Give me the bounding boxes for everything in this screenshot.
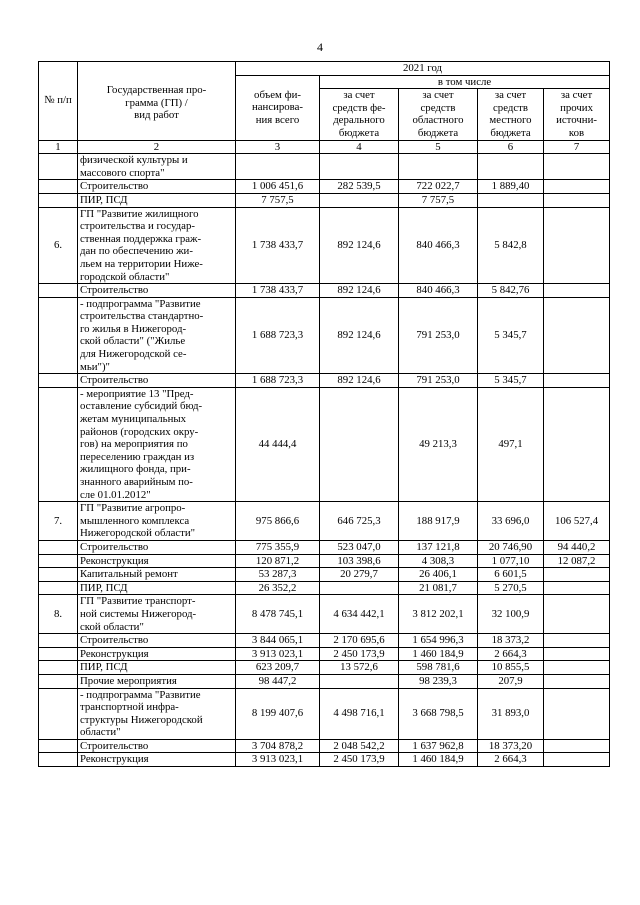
table-row: [39, 297, 610, 374]
column-index: 5: [399, 140, 478, 154]
column-index: 6: [478, 140, 544, 154]
cell-other: [544, 568, 610, 582]
row-number: [39, 753, 78, 767]
table-row: [39, 540, 610, 554]
cell-total: 44 444,4: [236, 387, 320, 501]
cell-total: 98 447,2: [236, 674, 320, 688]
cell-regional: 840 466,3: [399, 284, 478, 298]
cell-federal: [320, 674, 399, 688]
cell-local: 18 373,20: [478, 739, 544, 753]
cell-regional: 1 460 184,9: [399, 753, 478, 767]
table-row: [39, 193, 610, 207]
row-number: [39, 297, 78, 374]
cell-local: [478, 154, 544, 180]
table-row: [39, 739, 610, 753]
row-number: [39, 154, 78, 180]
cell-federal: 103 398,6: [320, 554, 399, 568]
row-number: [39, 674, 78, 688]
cell-regional: 1 637 962,8: [399, 739, 478, 753]
row-name: - подпрограмма "Развитие строительства стандартно- го жилья в Нижегород- ской области" ("Жилье для Нижегородской се- мьи")": [78, 297, 236, 374]
column-index: 7: [544, 140, 610, 154]
cell-federal: 282 539,5: [320, 180, 399, 194]
header-federal: за счет средств фе- дерального бюджета: [320, 89, 399, 140]
cell-other: [544, 634, 610, 648]
cell-federal: 4 634 442,1: [320, 595, 399, 634]
header-regional: за счет средств областного бюджета: [399, 89, 478, 140]
row-name: Строительство: [78, 284, 236, 298]
cell-regional: 188 917,9: [399, 502, 478, 541]
header-other: за счет прочих источни- ков: [544, 89, 610, 140]
row-number: [39, 661, 78, 675]
cell-total: 975 866,6: [236, 502, 320, 541]
cell-local: 1 077,10: [478, 554, 544, 568]
row-number: [39, 180, 78, 194]
row-name: Строительство: [78, 374, 236, 388]
table-row: [39, 207, 610, 284]
row-number: [39, 739, 78, 753]
table-row: [39, 595, 610, 634]
cell-federal: 4 498 716,1: [320, 688, 399, 739]
cell-total: 1 738 433,7: [236, 284, 320, 298]
cell-total: 1 738 433,7: [236, 207, 320, 284]
cell-federal: 20 279,7: [320, 568, 399, 582]
cell-total: 1 688 723,3: [236, 374, 320, 388]
cell-total: 53 287,3: [236, 568, 320, 582]
table-row: [39, 661, 610, 675]
table-row: [39, 374, 610, 388]
row-number: 8.: [39, 595, 78, 634]
table-row: [39, 154, 610, 180]
cell-federal: 2 450 173,9: [320, 753, 399, 767]
row-name: ПИР, ПСД: [78, 661, 236, 675]
row-name: Строительство: [78, 634, 236, 648]
cell-regional: 1 460 184,9: [399, 647, 478, 661]
cell-federal: 892 124,6: [320, 207, 399, 284]
cell-total: 1 006 451,6: [236, 180, 320, 194]
cell-other: [544, 387, 610, 501]
cell-local: 5 345,7: [478, 374, 544, 388]
cell-regional: 7 757,5: [399, 193, 478, 207]
row-number: [39, 634, 78, 648]
budget-table: [38, 61, 610, 767]
table-row: [39, 568, 610, 582]
cell-local: 5 842,76: [478, 284, 544, 298]
cell-local: 10 855,5: [478, 661, 544, 675]
cell-total: 26 352,2: [236, 581, 320, 595]
cell-federal: 892 124,6: [320, 284, 399, 298]
row-name: - мероприятие 13 "Пред- оставление субсидий бюд- жетам муниципальных районов (городских окру- гов) на мероприятия по переселению граждан из жилищного фонда, при- знанного аварийным по- сле 01.01.2012": [78, 387, 236, 501]
row-number: [39, 284, 78, 298]
cell-local: 5 842,8: [478, 207, 544, 284]
row-name: Реконструкция: [78, 753, 236, 767]
cell-federal: 2 048 542,2: [320, 739, 399, 753]
cell-other: [544, 674, 610, 688]
row-number: [39, 374, 78, 388]
cell-regional: 4 308,3: [399, 554, 478, 568]
column-index: 4: [320, 140, 399, 154]
cell-other: [544, 688, 610, 739]
cell-regional: 98 239,3: [399, 674, 478, 688]
row-name: Строительство: [78, 180, 236, 194]
cell-regional: 49 213,3: [399, 387, 478, 501]
cell-total: 3 913 023,1: [236, 647, 320, 661]
cell-federal: [320, 193, 399, 207]
header-local: за счет средств местного бюджета: [478, 89, 544, 140]
cell-other: [544, 193, 610, 207]
header-incl: в том числе: [320, 75, 610, 89]
row-name: Капитальный ремонт: [78, 568, 236, 582]
column-index: 3: [236, 140, 320, 154]
cell-local: 33 696,0: [478, 502, 544, 541]
cell-total: 8 199 407,6: [236, 688, 320, 739]
cell-total: 623 209,7: [236, 661, 320, 675]
table-row: [39, 753, 610, 767]
row-name: Прочие мероприятия: [78, 674, 236, 688]
cell-local: 497,1: [478, 387, 544, 501]
row-name: ПИР, ПСД: [78, 581, 236, 595]
cell-total: 1 688 723,3: [236, 297, 320, 374]
cell-other: [544, 207, 610, 284]
cell-other: [544, 753, 610, 767]
cell-regional: 598 781,6: [399, 661, 478, 675]
row-number: 6.: [39, 207, 78, 284]
row-name: Строительство: [78, 739, 236, 753]
row-number: [39, 540, 78, 554]
cell-federal: 523 047,0: [320, 540, 399, 554]
table-row: [39, 180, 610, 194]
cell-federal: 892 124,6: [320, 297, 399, 374]
row-name: ГП "Развитие транспорт- ной системы Нижегород- ской области": [78, 595, 236, 634]
row-name: Строительство: [78, 540, 236, 554]
cell-local: 32 100,9: [478, 595, 544, 634]
row-name: физической культуры и массового спорта": [78, 154, 236, 180]
row-name: ГП "Развитие агропро- мышленного комплекса Нижегородской области": [78, 502, 236, 541]
table-row: [39, 634, 610, 648]
column-index: 2: [78, 140, 236, 154]
table-row: [39, 554, 610, 568]
row-number: [39, 647, 78, 661]
row-number: [39, 193, 78, 207]
row-name: ГП "Развитие жилищного строительства и государ- ственная поддержка граж- дан по обеспечению жи- льем на территории Ниже- городской области": [78, 207, 236, 284]
cell-federal: 646 725,3: [320, 502, 399, 541]
cell-total: 3 704 878,2: [236, 739, 320, 753]
cell-regional: [399, 154, 478, 180]
cell-regional: 137 121,8: [399, 540, 478, 554]
cell-regional: 21 081,7: [399, 581, 478, 595]
header-program: Государственная про- грамма (ГП) / вид работ: [78, 62, 236, 141]
cell-regional: 1 654 996,3: [399, 634, 478, 648]
cell-regional: 722 022,7: [399, 180, 478, 194]
cell-federal: [320, 154, 399, 180]
cell-total: [236, 154, 320, 180]
row-number: [39, 688, 78, 739]
cell-total: 120 871,2: [236, 554, 320, 568]
row-number: [39, 554, 78, 568]
cell-other: [544, 374, 610, 388]
table-row: [39, 647, 610, 661]
cell-total: 775 355,9: [236, 540, 320, 554]
cell-other: [544, 180, 610, 194]
row-number: [39, 581, 78, 595]
row-name: - подпрограмма "Развитие транспортной инфра- структуры Нижегородской области": [78, 688, 236, 739]
cell-other: 94 440,2: [544, 540, 610, 554]
cell-other: 12 087,2: [544, 554, 610, 568]
cell-other: [544, 647, 610, 661]
cell-local: 6 601,5: [478, 568, 544, 582]
header-total: объем фи- нансирова- ния всего: [236, 75, 320, 140]
cell-local: 1 889,40: [478, 180, 544, 194]
cell-regional: 791 253,0: [399, 297, 478, 374]
table-row: [39, 674, 610, 688]
table-row: [39, 502, 610, 541]
cell-regional: 26 406,1: [399, 568, 478, 582]
cell-local: [478, 193, 544, 207]
cell-total: 3 844 065,1: [236, 634, 320, 648]
cell-federal: 892 124,6: [320, 374, 399, 388]
table-row: [39, 581, 610, 595]
cell-local: 5 270,5: [478, 581, 544, 595]
cell-total: 8 478 745,1: [236, 595, 320, 634]
cell-other: [544, 595, 610, 634]
cell-federal: 13 572,6: [320, 661, 399, 675]
cell-other: [544, 581, 610, 595]
cell-regional: 791 253,0: [399, 374, 478, 388]
cell-federal: [320, 581, 399, 595]
table-row: [39, 387, 610, 501]
table-row: [39, 284, 610, 298]
cell-other: [544, 739, 610, 753]
cell-total: 7 757,5: [236, 193, 320, 207]
cell-total: 3 913 023,1: [236, 753, 320, 767]
cell-other: [544, 154, 610, 180]
cell-local: 31 893,0: [478, 688, 544, 739]
row-name: Реконструкция: [78, 647, 236, 661]
row-number: 7.: [39, 502, 78, 541]
column-index: 1: [39, 140, 78, 154]
header-year: 2021 год: [236, 62, 610, 76]
cell-regional: 3 668 798,5: [399, 688, 478, 739]
page-number: 4: [317, 40, 323, 54]
cell-federal: 2 450 173,9: [320, 647, 399, 661]
cell-local: 207,9: [478, 674, 544, 688]
row-number: [39, 387, 78, 501]
cell-local: 5 345,7: [478, 297, 544, 374]
row-name: Реконструкция: [78, 554, 236, 568]
cell-local: 2 664,3: [478, 753, 544, 767]
cell-local: 2 664,3: [478, 647, 544, 661]
row-number: [39, 568, 78, 582]
cell-local: 20 746,90: [478, 540, 544, 554]
column-index-row: [39, 140, 610, 154]
row-name: ПИР, ПСД: [78, 193, 236, 207]
header-num: № п/п: [39, 62, 78, 141]
cell-regional: 840 466,3: [399, 207, 478, 284]
cell-other: [544, 661, 610, 675]
cell-other: 106 527,4: [544, 502, 610, 541]
cell-local: 18 373,2: [478, 634, 544, 648]
cell-regional: 3 812 202,1: [399, 595, 478, 634]
cell-federal: 2 170 695,6: [320, 634, 399, 648]
table-row: [39, 688, 610, 739]
cell-federal: [320, 387, 399, 501]
cell-other: [544, 297, 610, 374]
cell-other: [544, 284, 610, 298]
